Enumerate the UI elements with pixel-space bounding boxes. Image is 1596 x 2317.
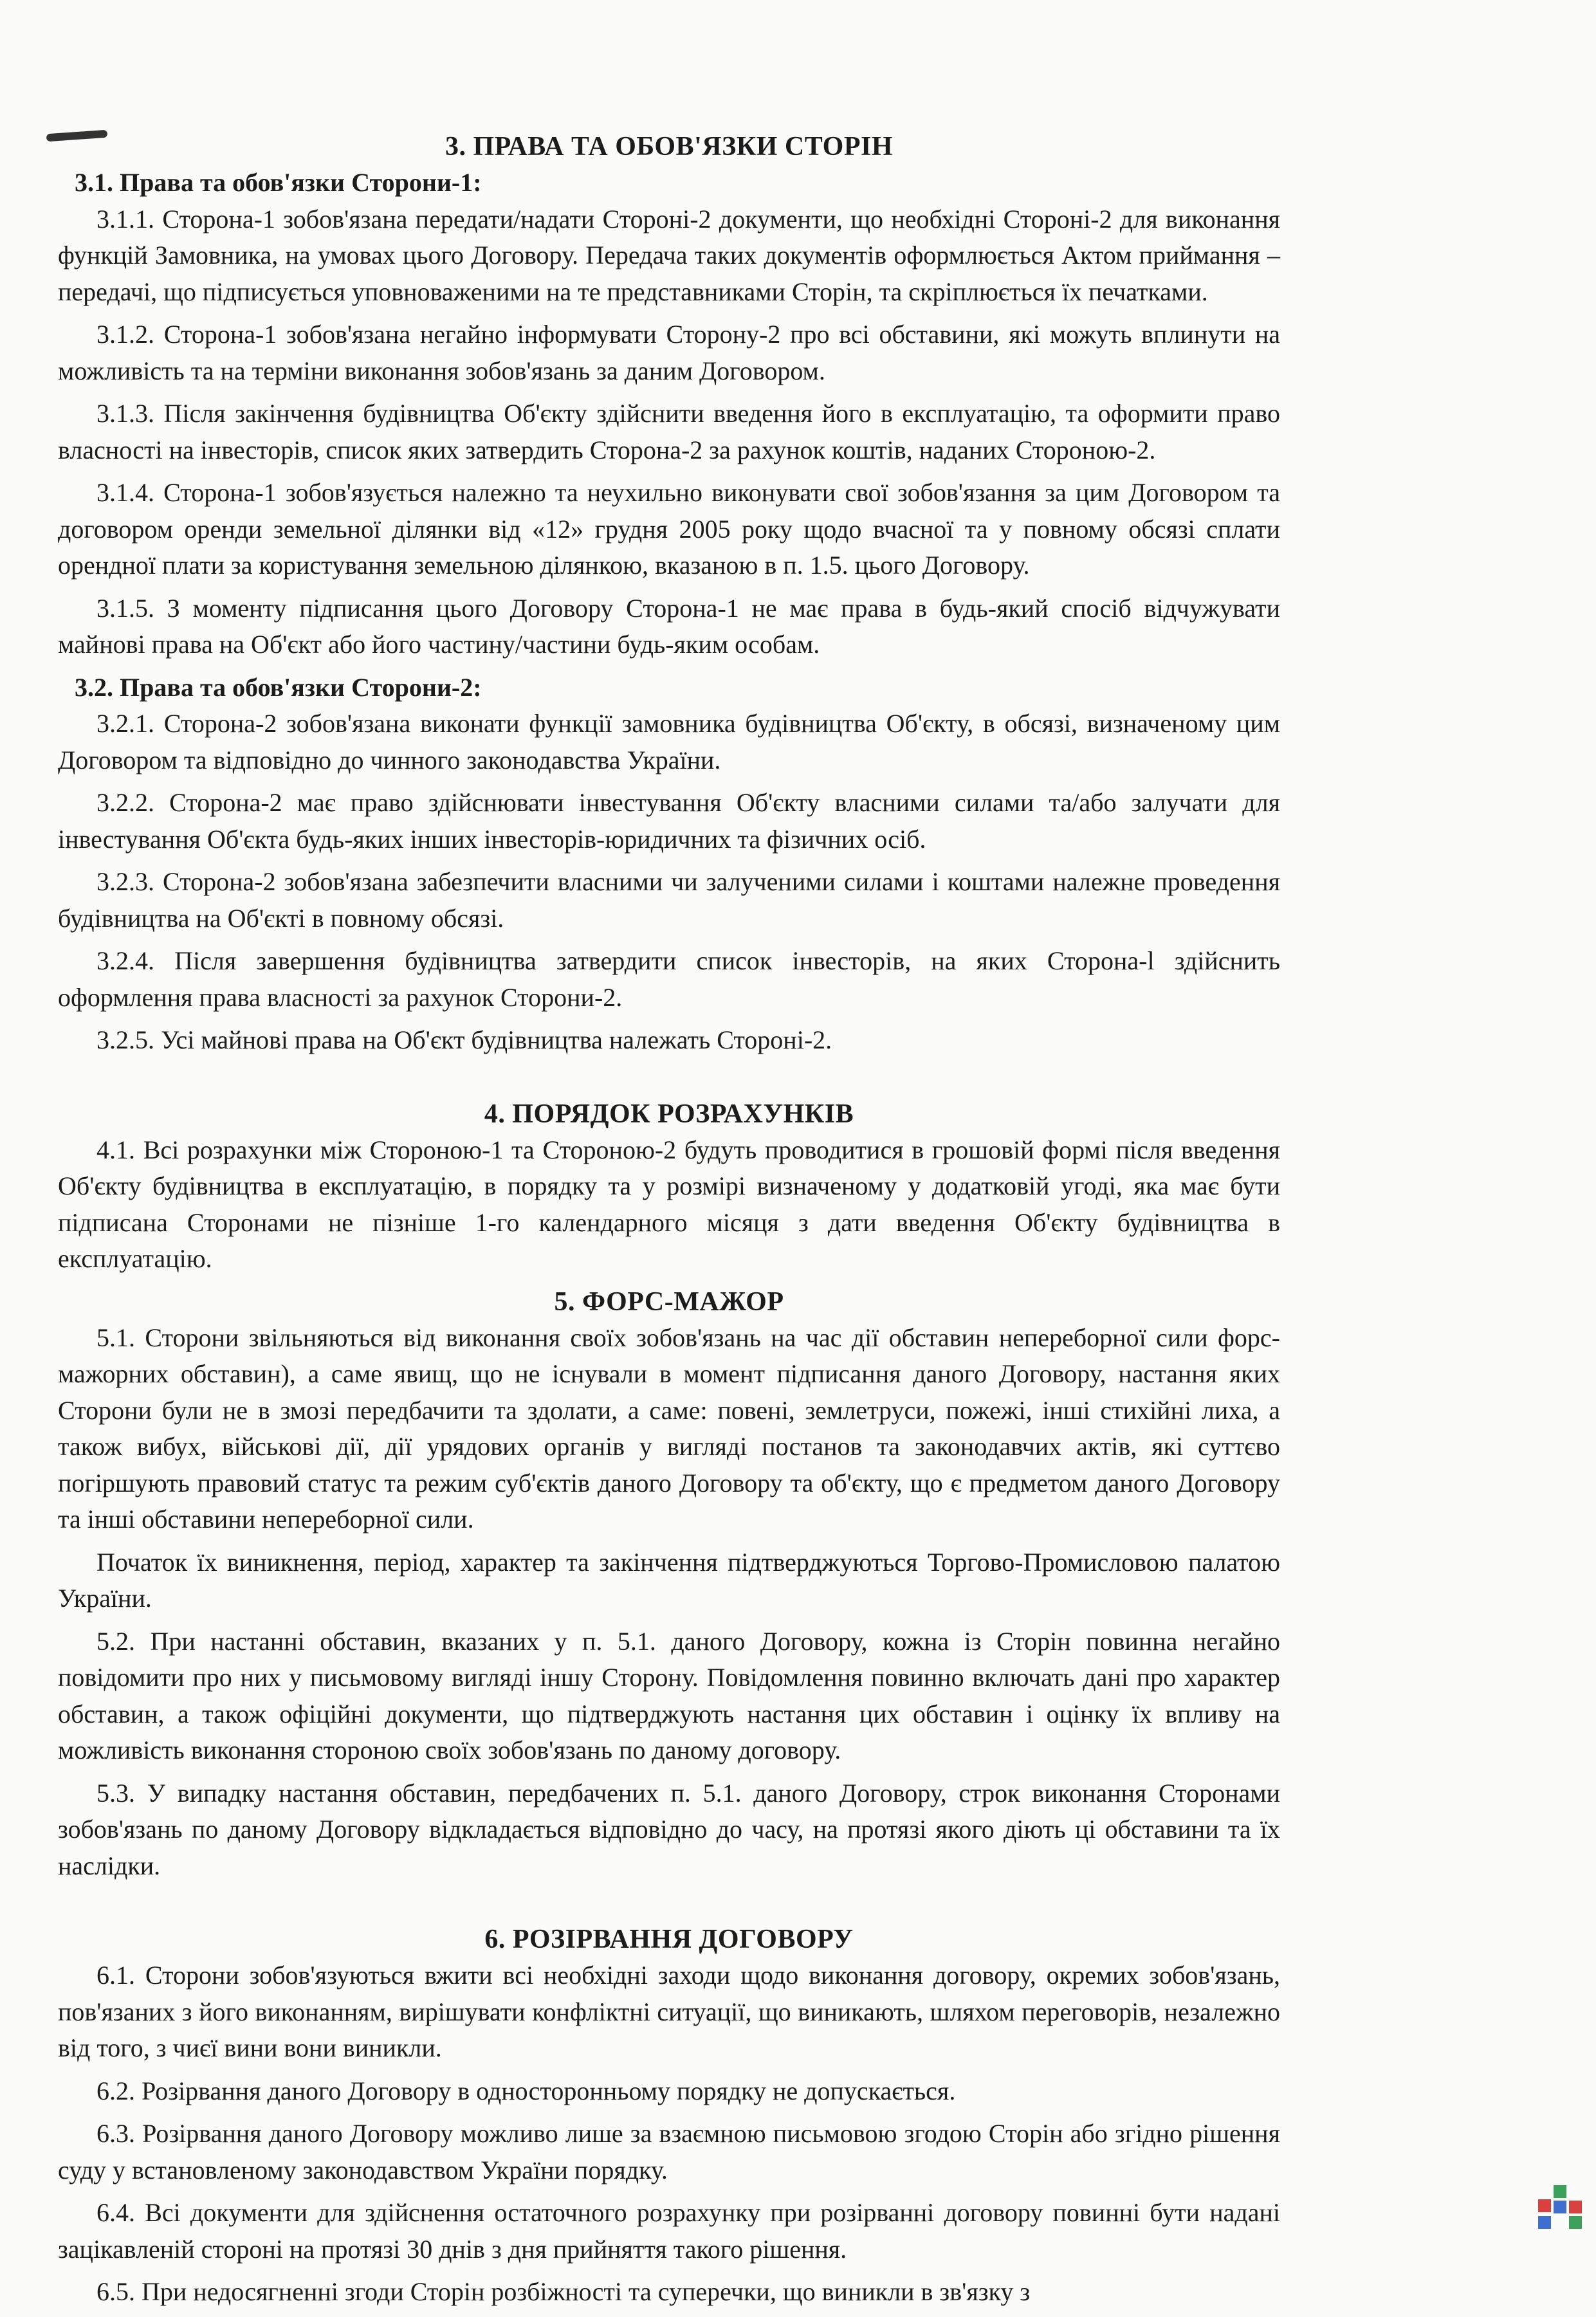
clause-5-3: 5.3. У випадку настання обставин, передбачених п. 5.1. даного Договору, строк виконання Сторонами зобов'язань по даному Договору відкладається відповідно до часу, на протязі якого діють ці обставини та їх наслідки. — [58, 1778, 1280, 1880]
clause-3-2-3: 3.2.3. Сторона-2 зобов'язана забезпечити власними чи залученими силами і коштами належне проведення будівництва на Об'єкті в повному обсязі. — [58, 867, 1280, 933]
clause-3-1-1: 3.1.1. Сторона-1 зобов'язана передати/надати Стороні-2 документи, що необхідні Стороні-2 для виконання функцій Замовника, на умовах цього Договору. Передача таких документів оформлюється Актом приймання – передачі, що підписується уповноваженими на те представниками Сторін, та скріплюється їх печатками. — [58, 204, 1280, 306]
corner-logo-icon — [1538, 2185, 1583, 2230]
section-3-2-heading: 3.2. Права та обов'язки Сторони-2: — [75, 672, 482, 702]
clause-3-1-4: 3.1.4. Сторона-1 зобов'язується належно та неухильно виконувати свої зобов'язання за цим Договором та договором оренди земельної ділянки від «12» грудня 2005 року щодо вчасної та у повному обсязі сплати орендної плати за користування земельною ділянкою, вказаною в п. 1.5. цього Договору. — [58, 478, 1280, 580]
document-body — [58, 129, 1280, 2317]
clause-3-2-2: 3.2.2. Сторона-2 має право здійснювати інвестування Об'єкту власними силами та/або залучати для інвестування Об'єкта будь-яких інших інвесторів-юридичних та фізичних осіб. — [58, 788, 1280, 854]
clause-6-4: 6.4. Всі документи для здійснення остаточного розрахунку при розірванні договору повинні бути надані зацікавленій стороні на протязі 30 днів з дня прийняття такого рішення. — [58, 2198, 1280, 2264]
clause-3-1-2: 3.1.2. Сторона-1 зобов'язана негайно інформувати Сторону-2 про всі обставини, які можуть вплинути на можливість та на терміни виконання зобов'язань за даним Договором. — [58, 320, 1280, 385]
clause-4-1: 4.1. Всі розрахунки між Стороною-1 та Стороною-2 будуть проводитися в грошовій формі після введення Об'єкту будівництва в експлуатацію, в порядку та у розмірі визначеному у додатковій угоді, яка має бути підписана Сторонами не пізніше 1-го календарного місяця з дати введення Об'єкту будівництва в експлуатацію. — [58, 1135, 1280, 1273]
section-4-title: 4. ПОРЯДОК РОЗРАХУНКІВ — [484, 1099, 854, 1129]
clause-3-1-5: 3.1.5. З моменту підписання цього Договору Сторона-1 не має права в будь-який спосіб відчужувати майнові права на Об'єкт або його частину/частини будь-яким особам. — [58, 593, 1280, 659]
section-3-title: 3. ПРАВА ТА ОБОВ'ЯЗКИ СТОРІН — [445, 132, 893, 161]
clause-6-5: 6.5. При недосягненні згоди Сторін розбіжності та суперечки, що виникли в зв'язку з — [96, 2277, 1031, 2306]
clause-3-2-5: 3.2.5. Усі майнові права на Об'єкт будівництва належать Стороні-2. — [96, 1025, 832, 1054]
clause-5-2: 5.2. При настанні обставин, вказаних у п. 5.1. даного Договору, кожна із Сторін повинна негайно повідомити про них у письмовому вигляді іншу Сторону. Повідомлення повинно включать дані про характер обставин, а також офіційні документи, що підтверджують настання цих обставин і оцінку їх впливу на можливість виконання стороною своїх зобов'язань по даному договору. — [58, 1626, 1280, 1764]
clause-3-1-3: 3.1.3. Після закінчення будівництва Об'єкту здійснити введення його в експлуатацію, та оформити право власності на інвесторів, список яких затвердить Сторона-2 за рахунок коштів, наданих Стороною-2. — [58, 399, 1280, 464]
section-3-1-heading: 3.1. Права та обов'язки Сторони-1: — [75, 168, 482, 197]
clause-3-2-1: 3.2.1. Сторона-2 зобов'язана виконати функції замовника будівництва Об'єкту, в обсязі, визначеному цим Договором та відповідно до чинного законодавства України. — [58, 709, 1280, 774]
clause-6-1: 6.1. Сторони зобов'язуються вжити всі необхідні заходи щодо виконання договору, окремих зобов'язань, пов'язаних з його виконанням, вирішувати конфліктні ситуації, що виникають, шляхом переговорів, незалежно від того, з чиєї вини вони виникли. — [58, 1961, 1280, 2062]
clause-5-1: 5.1. Сторони звільняються від виконання своїх зобов'язань на час дії обставин непереборної сили форс-мажорних обставин), а саме явищ, що не існували в момент підписання даного Договору, настання яких Сторони були не в змозі передбачити та здолати, а саме: повені, землетруси, пожежі, інші стихійні лиха, а також вибух, військові дії, дії урядових органів у вигляді постанов та законодавчих актів, які суттєво погіршують правовий статус та режим суб'єктів даного Договору та об'єкту, що є предметом даного Договору та інші обставини непереборної сили. — [58, 1323, 1280, 1534]
clause-3-2-4: 3.2.4. Після завершення будівництва затвердити список інвесторів, на яких Сторона-l здійснить оформлення права власності за рахунок Сторони-2. — [58, 946, 1280, 1012]
section-6-title: 6. РОЗІРВАННЯ ДОГОВОРУ — [484, 1925, 854, 1954]
clause-6-3: 6.3. Розірвання даного Договору можливо лише за взаємною письмовою згодою Сторін або згідно рішення суду у встановленому законодавством України порядку. — [58, 2119, 1280, 2184]
section-5-title: 5. ФОРС-МАЖОР — [554, 1287, 784, 1317]
clause-5-1-note: Початок їх виникнення, період, характер та закінчення підтверджуються Торгово-Промисловою палатою України. — [58, 1547, 1280, 1613]
clause-6-2: 6.2. Розірвання даного Договору в односторонньому порядку не допускається. — [96, 2076, 956, 2105]
